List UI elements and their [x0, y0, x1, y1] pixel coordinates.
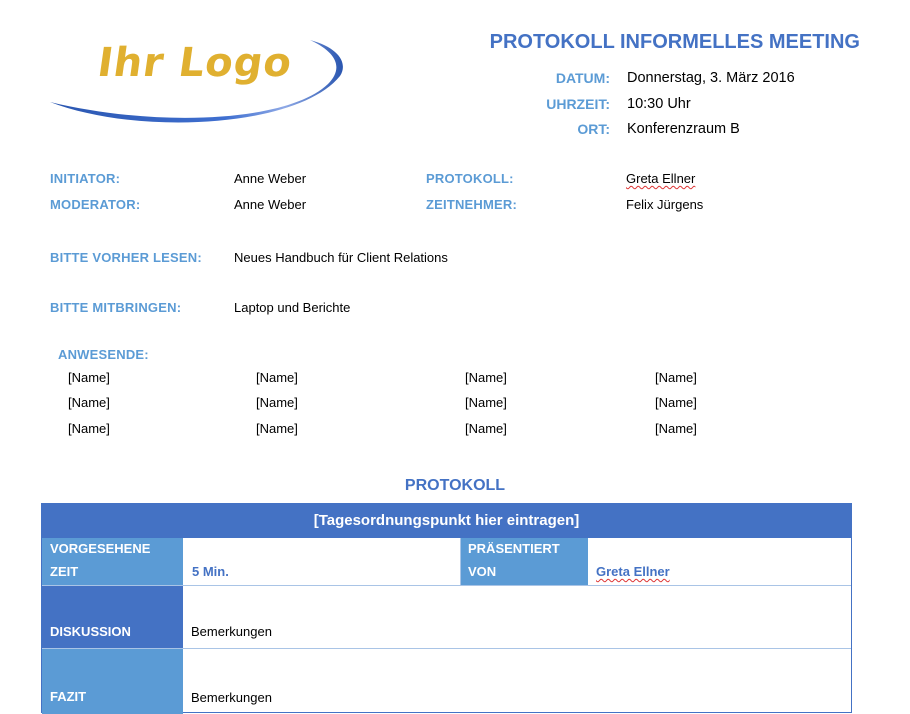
attendee-name: [Name] [68, 421, 110, 436]
read-before-value: Neues Handbuch für Client Relations [234, 250, 448, 265]
protocol-label: PROTOKOLL: [426, 171, 514, 186]
planned-time-label [42, 538, 183, 585]
time-value: 10:30 Uhr [627, 96, 691, 112]
conclusion-value: Bemerkungen [191, 690, 272, 705]
place-value: Konferenzraum B [627, 121, 740, 137]
moderator-value: Anne Weber [234, 197, 307, 212]
attendee-name: [Name] [655, 421, 697, 436]
attendee-name: [Name] [655, 395, 697, 410]
read-before-label: BITTE VORHER LESEN: [50, 250, 202, 265]
bring-label: BITTE MITBRINGEN: [50, 300, 182, 315]
discussion-value: Bemerkungen [191, 624, 272, 639]
initiator-label: INITIATOR: [50, 171, 121, 186]
place-label: ORT: [577, 121, 610, 137]
presented-by-value: Greta Ellner [596, 564, 670, 579]
time-label: UHRZEIT: [546, 96, 610, 112]
attendee-name: [Name] [655, 370, 697, 385]
attendee-name: [Name] [465, 395, 507, 410]
presented-by-label-line2: VON [468, 564, 497, 579]
logo [48, 36, 358, 132]
presented-by-label-line1: PRÄSENTIERT [468, 541, 560, 556]
conclusion-label-cell [42, 649, 183, 714]
agenda-table [41, 503, 852, 713]
attendee-name: [Name] [68, 370, 110, 385]
attendee-name: [Name] [465, 421, 507, 436]
attendee-name: [Name] [256, 370, 298, 385]
initiator-value: Anne Weber [234, 171, 307, 186]
timekeeper-value: Felix Jürgens [626, 197, 704, 212]
conclusion-label: FAZIT [50, 689, 87, 704]
date-value: Donnerstag, 3. März 2016 [627, 70, 795, 86]
timekeeper-label: ZEITNEHMER: [426, 197, 518, 212]
logo-text: Ihr Logo [94, 40, 296, 86]
attendees-label: ANWESENDE: [58, 347, 149, 362]
minutes-section-title: PROTOKOLL [404, 477, 506, 494]
attendee-name: [Name] [68, 395, 110, 410]
agenda-item-title: [Tagesordnungspunkt hier eintragen] [42, 504, 851, 538]
attendee-name: [Name] [465, 370, 507, 385]
attendee-name: [Name] [256, 395, 298, 410]
discussion-label-cell [42, 586, 183, 648]
bring-value: Laptop und Berichte [234, 300, 351, 315]
date-label: DATUM: [555, 70, 610, 86]
planned-time-label-line2: ZEIT [50, 564, 79, 579]
document-title: PROTOKOLL INFORMELLES MEETING [489, 31, 860, 53]
attendee-name: [Name] [256, 421, 298, 436]
column-divider [460, 538, 461, 585]
planned-time-value: 5 Min. [192, 564, 229, 579]
protocol-value: Greta Ellner [626, 171, 696, 186]
moderator-label: MODERATOR: [50, 197, 141, 212]
presented-by-label [461, 538, 588, 585]
planned-time-label-line1: VORGESEHENE [50, 541, 151, 556]
discussion-label: DISKUSSION [50, 624, 131, 639]
